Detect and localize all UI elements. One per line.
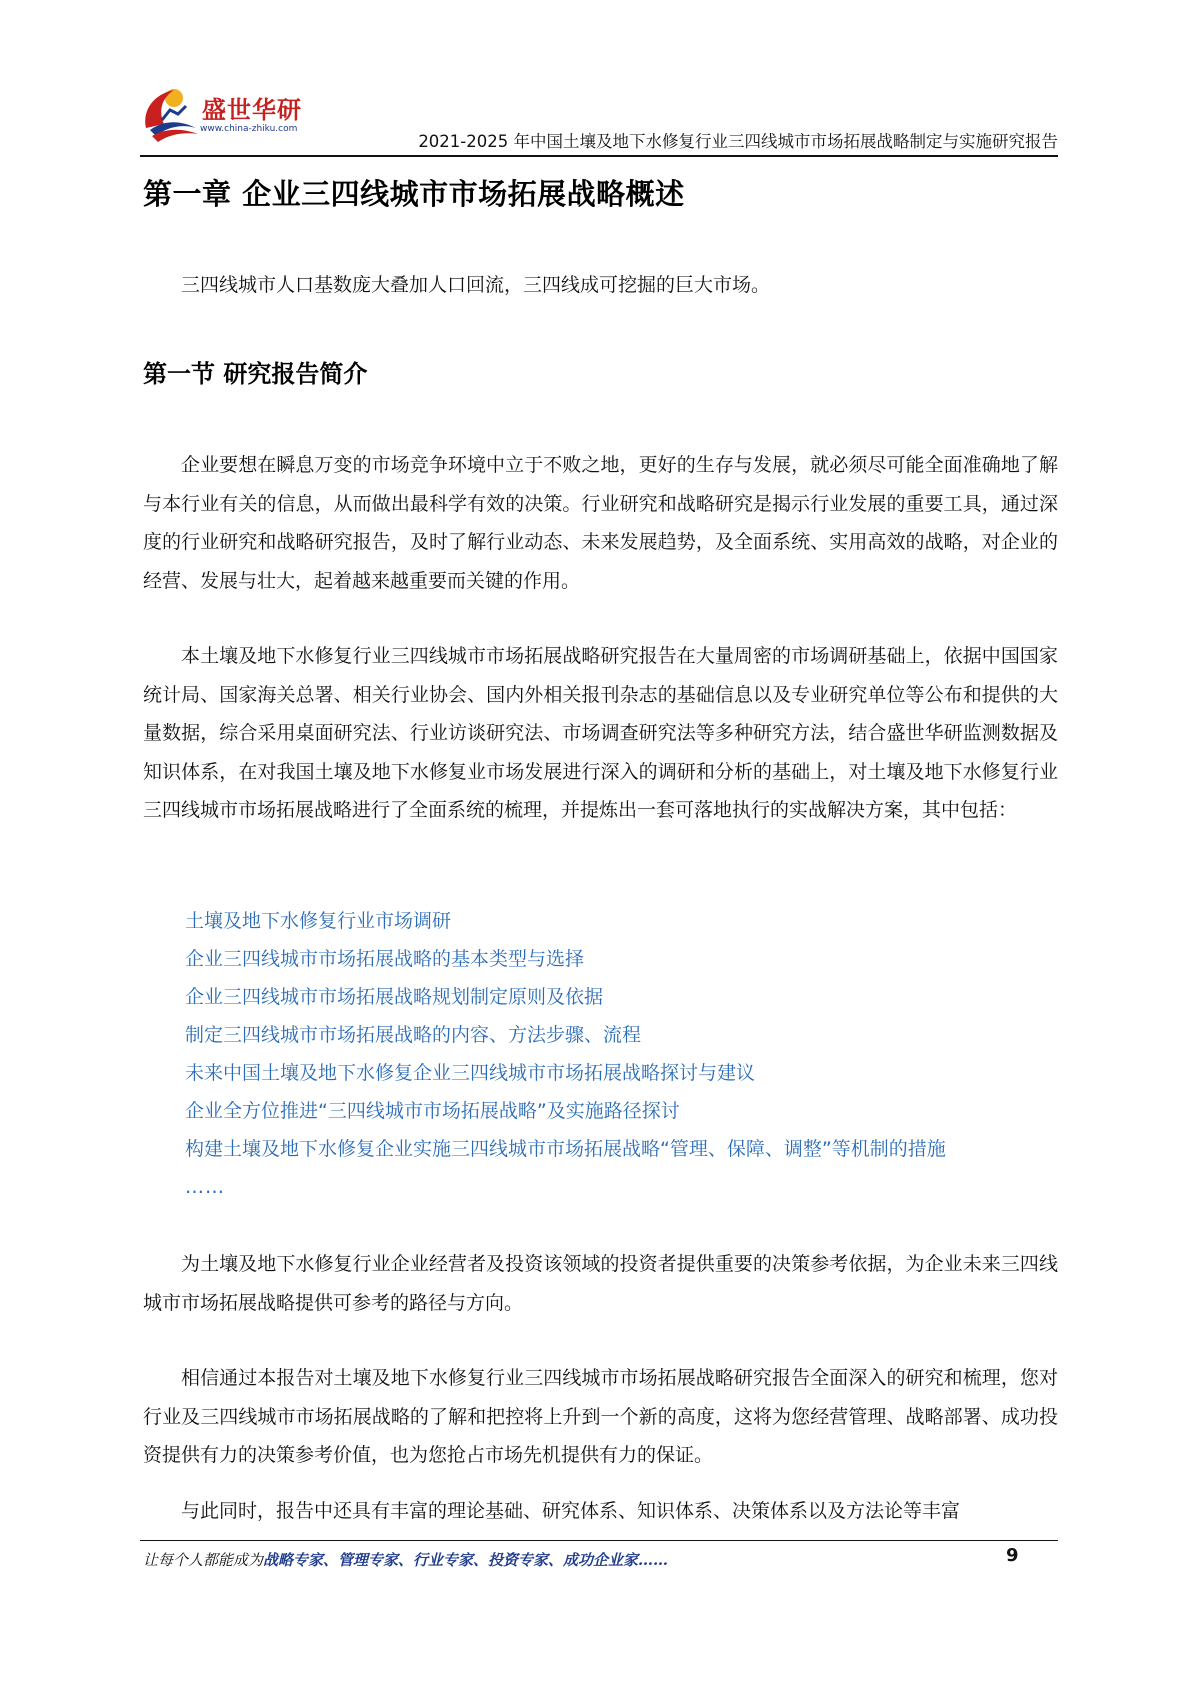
section-title: 第一节 研究报告简介	[143, 360, 368, 388]
chapter-title: 第一章 企业三四线城市市场拓展战略概述	[143, 177, 685, 211]
company-logo	[140, 84, 320, 148]
paragraph-1	[143, 446, 1058, 600]
paragraph-2-text: 本土壤及地下水修复行业三四线城市市场拓展战略研究报告在大量周密的市场调研基础上，依据中国国家统计局、国家海关总署、相关行业协会、国内外相关报刊杂志的基础信息以及专业研究单位等公布和提供的大量数据，综合采用桌面研究法、行业访谈研究法、市场调查研究法等多种研究方法，结合盛世华研监测数据及知识体系，在对我国土壤及地下水修复业市场发展进行深入的调研和分析的基础上，对土壤及地下水修复行业三四线城市市场拓展战略进行了全面系统的梳理，并提炼出一套可落地执行的实战解决方案，其中包括：	[143, 645, 1058, 821]
contents-ellipsis: ……	[185, 1176, 225, 1198]
page-number: 9	[1006, 1545, 1019, 1566]
contents-link[interactable]: 企业三四线城市市场拓展战略的基本类型与选择	[185, 948, 585, 970]
paragraph-4	[143, 1359, 1058, 1475]
paragraph-2	[143, 637, 1058, 830]
footer-divider	[140, 1540, 1058, 1541]
logo-url: www.china-zhiku.com	[200, 124, 298, 134]
paragraph-3-text: 为土壤及地下水修复行业企业经营者及投资该领域的投资者提供重要的决策参考依据，为企业未来三四线城市市场拓展战略提供可参考的路径与方向。	[143, 1253, 1058, 1314]
contents-link[interactable]: 制定三四线城市市场拓展战略的内容、方法步骤、流程	[185, 1024, 642, 1046]
paragraph-5-text: 与此同时，报告中还具有丰富的理论基础、研究体系、知识体系、决策体系以及方法论等丰富	[181, 1500, 961, 1522]
footer-slogan	[143, 1549, 668, 1570]
logo-name: 盛世华研	[202, 96, 302, 124]
contents-link[interactable]: 企业三四线城市市场拓展战略规划制定原则及依据	[185, 986, 604, 1008]
contents-link-list	[185, 902, 1065, 1206]
paragraph-4-text: 相信通过本报告对土壤及地下水修复行业三四线城市市场拓展战略研究报告全面深入的研究和梳理，您对行业及三四线城市市场拓展战略的了解和把控将上升到一个新的高度，这将为您经营管理、战略部署、成功投资提供有力的决策参考价值，也为您抢占市场先机提供有力的保证。	[143, 1367, 1058, 1466]
logo-emblem-icon	[140, 84, 202, 144]
header-divider	[140, 155, 1058, 157]
footer-highlight: 战略专家、管理专家、行业专家、投资专家、成功企业家……	[263, 1551, 669, 1569]
footer-prefix: 让每个人都能成为	[143, 1551, 264, 1569]
contents-link[interactable]: 构建土壤及地下水修复企业实施三四线城市市场拓展战略“管理、保障、调整”等机制的措施	[185, 1138, 946, 1160]
report-title: 2021-2025 年中国土壤及地下水修复行业三四线城市市场拓展战略制定与实施研究报告	[418, 132, 1058, 151]
contents-link[interactable]: 企业全方位推进“三四线城市市场拓展战略”及实施路径探讨	[185, 1100, 680, 1122]
paragraph-3	[143, 1245, 1058, 1322]
paragraph-5	[143, 1492, 1058, 1531]
contents-link[interactable]: 土壤及地下水修复行业市场调研	[185, 910, 452, 932]
contents-link[interactable]: 未来中国土壤及地下水修复企业三四线城市市场拓展战略探讨与建议	[185, 1062, 756, 1084]
intro-paragraph	[143, 266, 1058, 305]
paragraph-1-text: 企业要想在瞬息万变的市场竞争环境中立于不败之地，更好的生存与发展，就必须尽可能全面准确地了解与本行业有关的信息，从而做出最科学有效的决策。行业研究和战略研究是揭示行业发展的重要工具，通过深度的行业研究和战略研究报告，及时了解行业动态、未来发展趋势，及全面系统、实用高效的战略，对企业的经营、发展与壮大，起着越来越重要而关键的作用。	[143, 454, 1058, 592]
intro-text: 三四线城市人口基数庞大叠加人口回流，三四线成可挖掘的巨大市场。	[181, 274, 771, 296]
